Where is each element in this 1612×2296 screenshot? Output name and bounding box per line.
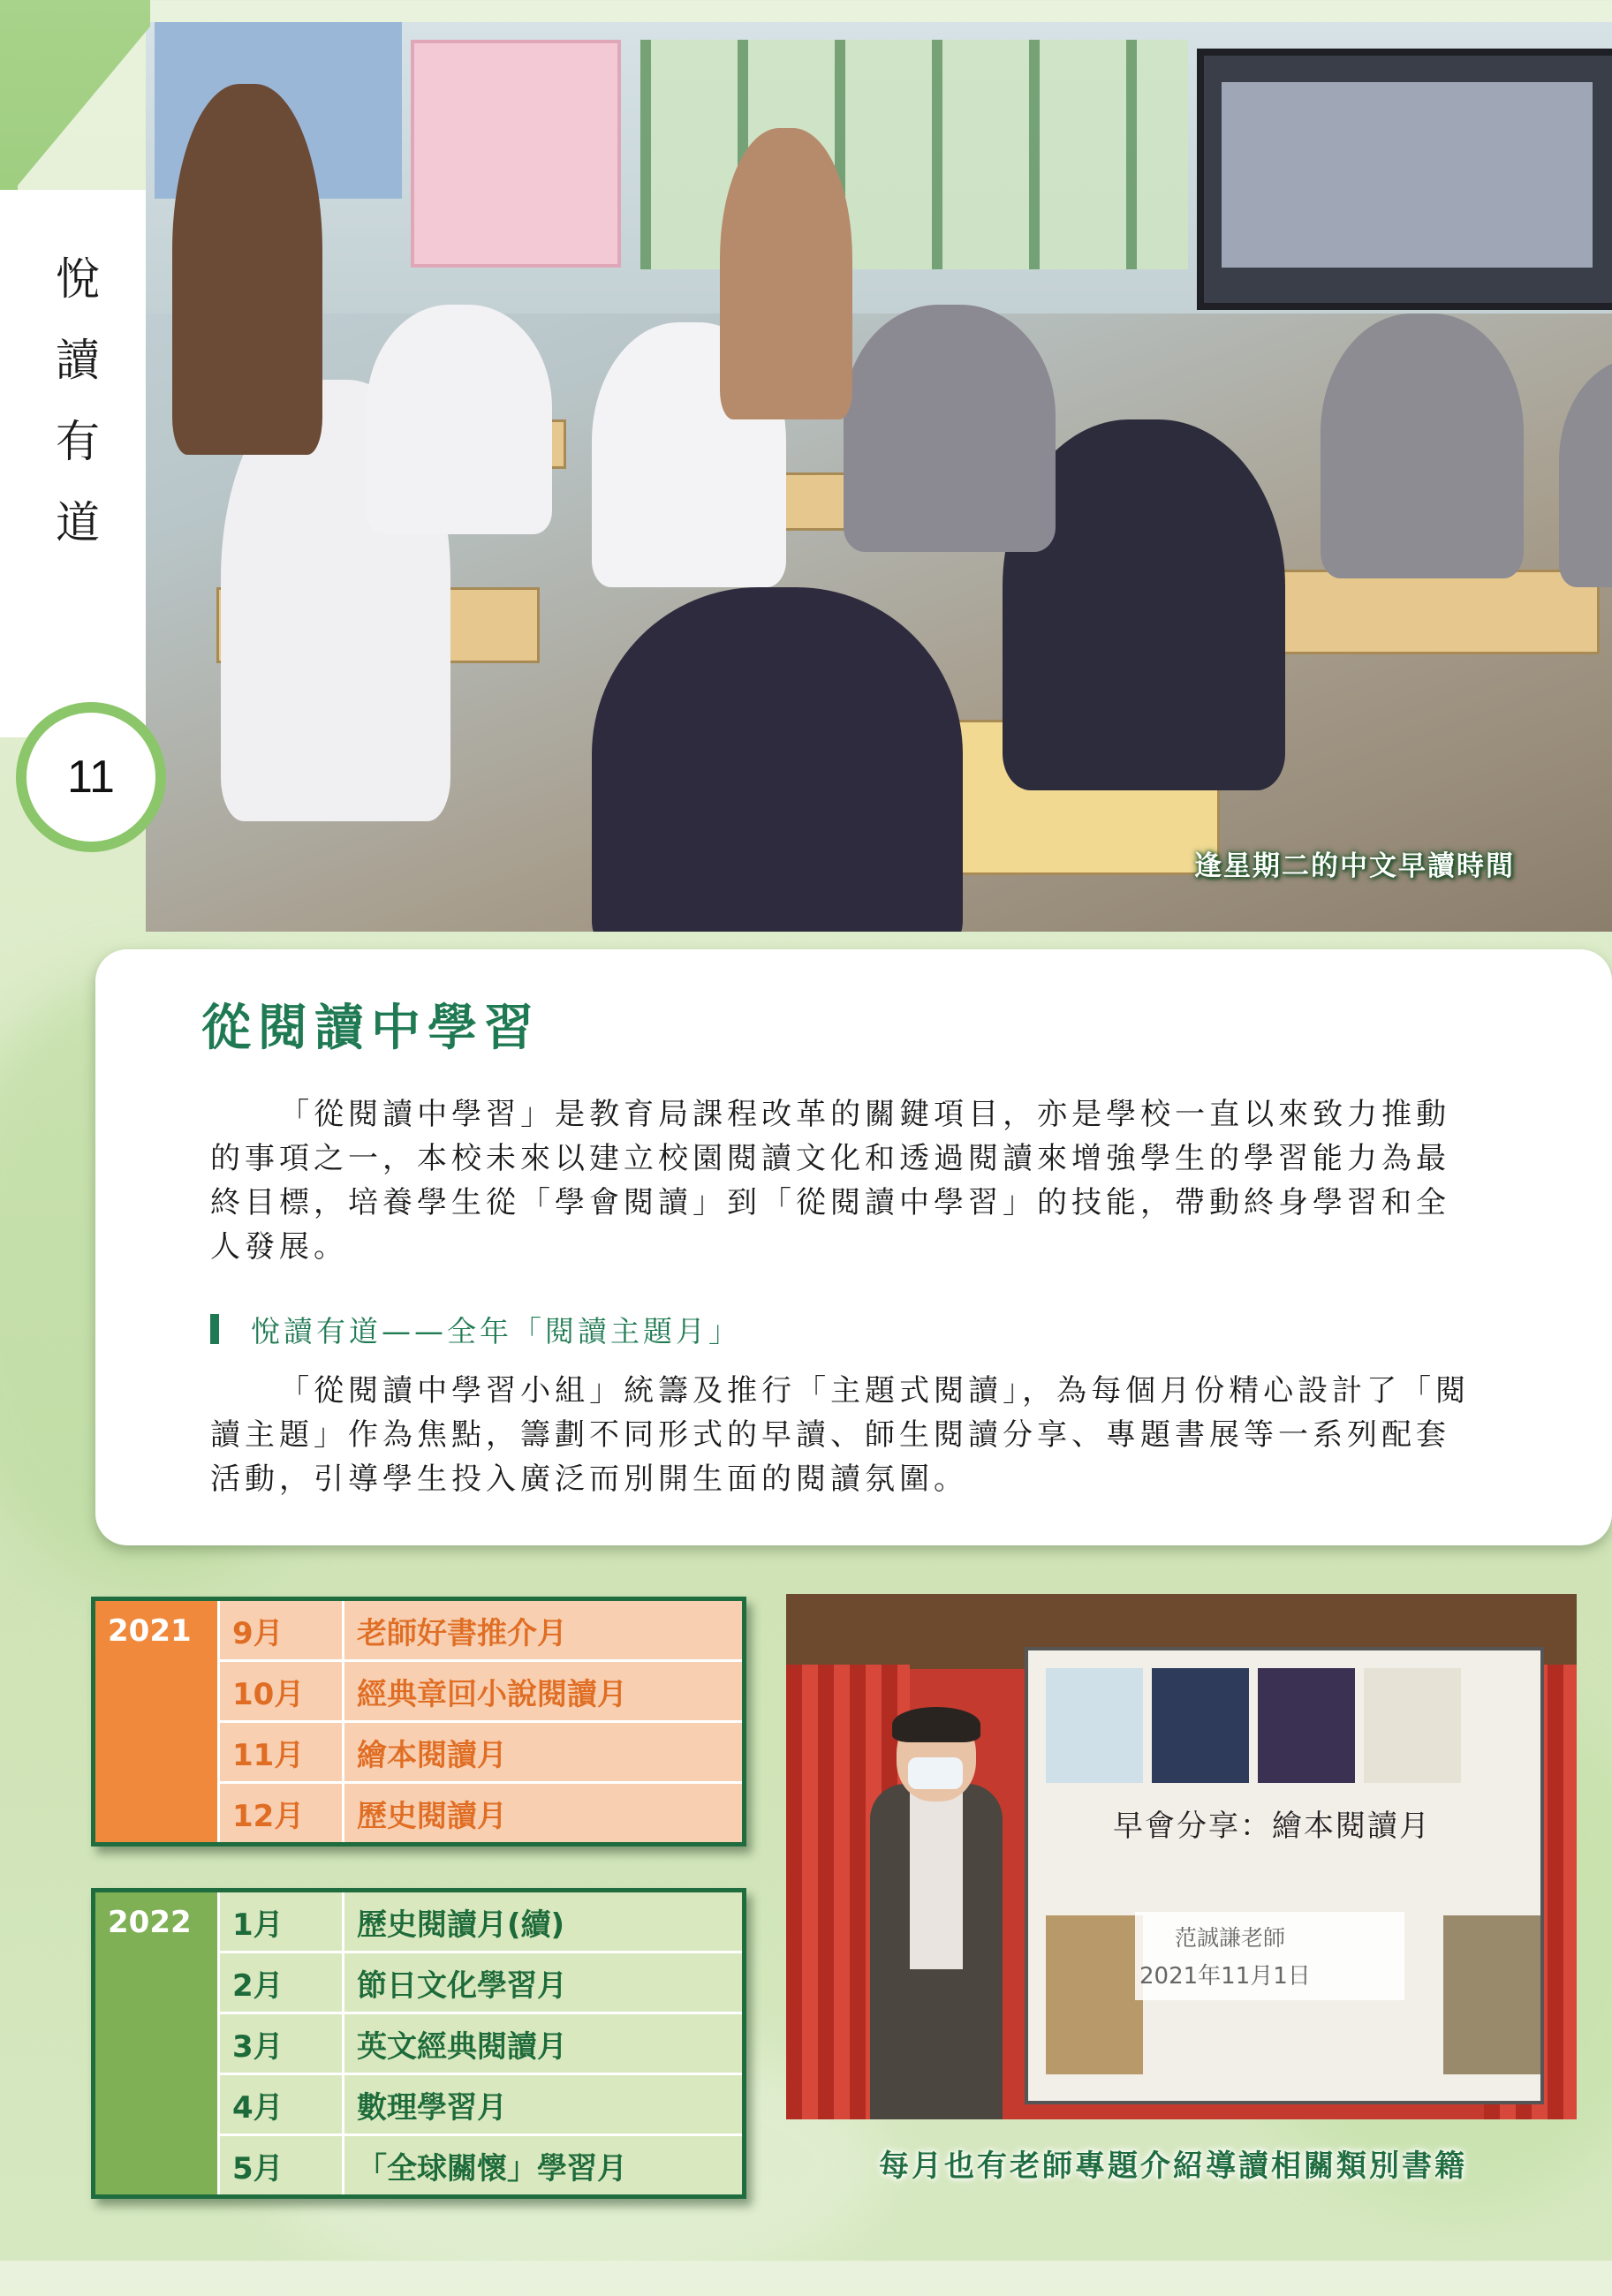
month-cell: 4月 [219, 2074, 344, 2135]
table-row [94, 1599, 745, 1661]
section-title-char: 讀 [56, 335, 100, 386]
section-title-char: 悅 [56, 253, 100, 305]
theme-cell: 歷史閱讀月 [344, 1783, 745, 1845]
page-number: 11 [67, 751, 115, 803]
projection-screen [1025, 1647, 1544, 2104]
table-row [94, 1891, 745, 1952]
assembly-photo [786, 1594, 1577, 2119]
speaker-mask [908, 1757, 963, 1789]
article-title: 從閱讀中學習 [201, 1000, 541, 1057]
theme-cell: 繪本閱讀月 [344, 1722, 745, 1783]
theme-cell: 節日文化學習月 [344, 1952, 745, 2013]
slide-date: 2021年11月1日 [1139, 1963, 1311, 1990]
speaker-hair [892, 1707, 980, 1742]
article-intro: 「從閱讀中學習」是教育局課程改革的關鍵項目，亦是學校一直以來致力推動的事項之一，本校未來以建立校園閱讀文化和透過閱讀來增強學生的學習能力為最終目標，培養學生從「學會閱讀」到「從閱讀中學習」的技能，帶動終身學習和全人發展。 [210, 1097, 1451, 1265]
theme-cell: 歷史閱讀月(續) [344, 1891, 745, 1952]
month-cell: 2月 [219, 1952, 344, 2013]
month-cell: 3月 [219, 2013, 344, 2074]
month-cell: 5月 [219, 2135, 344, 2197]
year-cell: 2022 [94, 1891, 219, 2197]
month-cell: 1月 [219, 1891, 344, 1952]
theme-cell: 經典章回小說閱讀月 [344, 1661, 745, 1722]
classroom-photo [146, 22, 1612, 932]
theme-cell: 「全球關懷」學習月 [344, 2135, 745, 2197]
section-title-vertical [51, 238, 104, 563]
month-cell: 11月 [219, 1722, 344, 1783]
article-body: 「從閱讀中學習小組」統籌及推行「主題式閱讀」，為每個月份精心設計了「閱讀主題」作為焦點，籌劃不同形式的早讀、師生閱讀分享、專題書展等一系列配套活動，引導學生投入廣泛而別開生面的閱讀氛圍。 [210, 1373, 1471, 1497]
section-title-char: 道 [56, 497, 100, 548]
month-cell: 9月 [219, 1599, 344, 1661]
slide-teacher: 范誠謙老師 [1175, 1925, 1286, 1951]
theme-cell: 數理學習月 [344, 2074, 745, 2135]
year-cell: 2021 [94, 1599, 219, 1845]
theme-cell: 英文經典閱讀月 [344, 2013, 745, 2074]
article-subheading: 悅讀有道——全年「閱讀主題月」 [251, 1314, 741, 1348]
theme-cell: 老師好書推介月 [344, 1599, 745, 1661]
speaker-shirt [910, 1793, 963, 1969]
hero-photo-caption: 逢星期二的中文早讀時間 [1194, 850, 1515, 882]
assembly-photo-caption: 每月也有老師專題介紹導讀相關類別書籍 [879, 2149, 1467, 2184]
section-title-char: 有 [56, 416, 100, 467]
month-cell: 12月 [219, 1783, 344, 1845]
schedule-table-2021 [91, 1597, 746, 1847]
slide-title: 早會分享：繪本閱讀月 [1113, 1809, 1431, 1844]
month-cell: 10月 [219, 1661, 344, 1722]
schedule-table-2022 [91, 1888, 746, 2199]
